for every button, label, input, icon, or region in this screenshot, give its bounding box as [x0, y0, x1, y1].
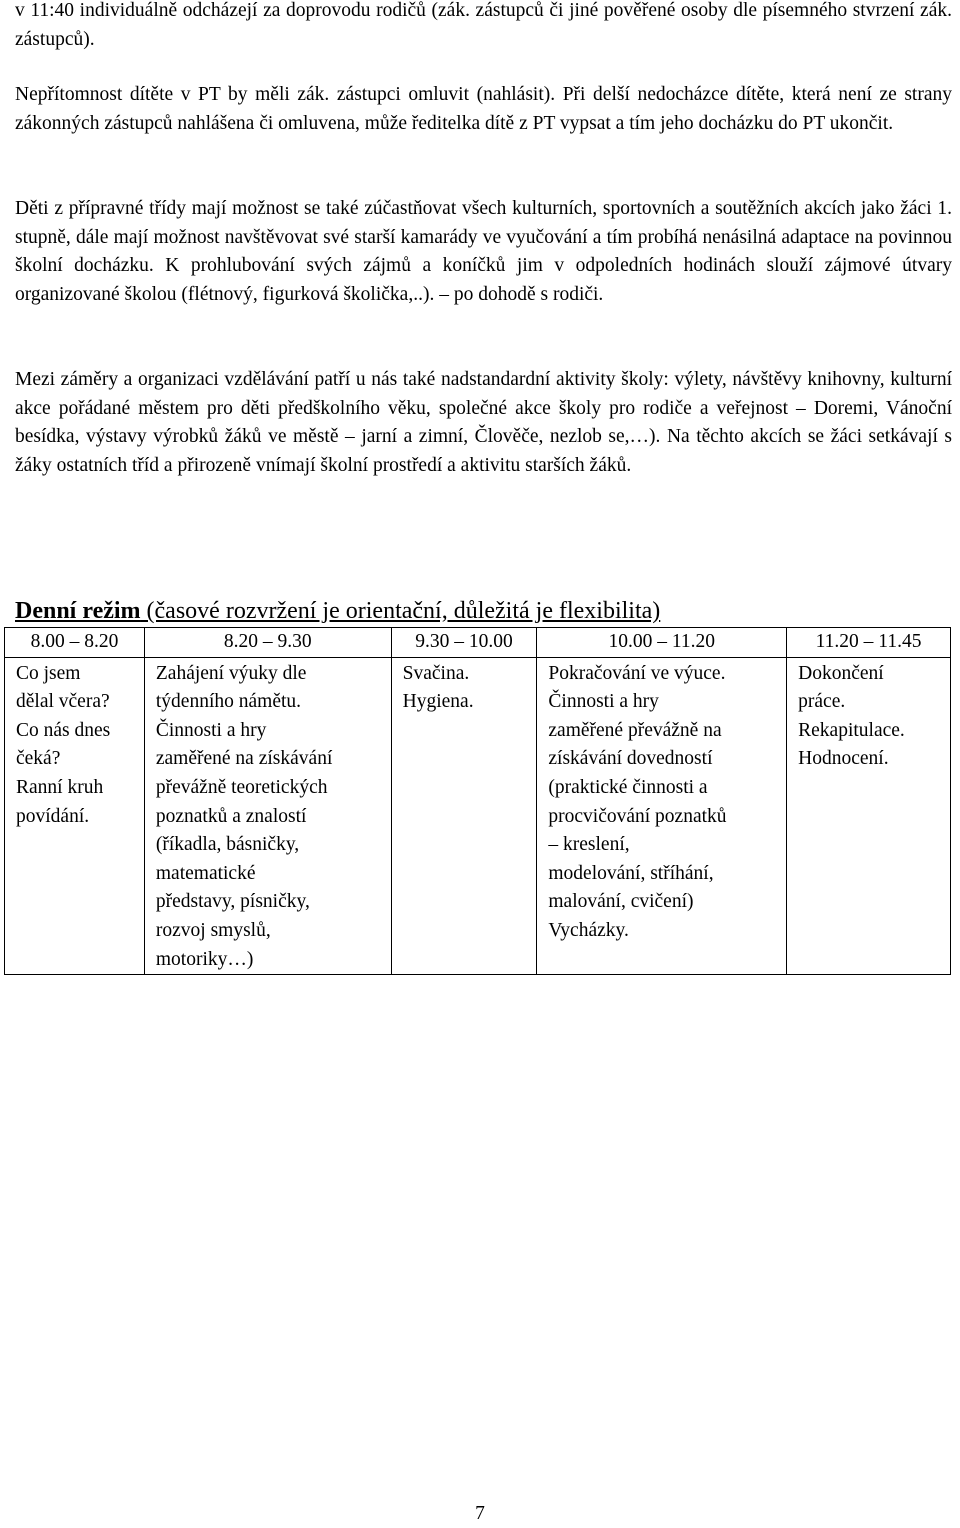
schedule-activity-row	[5, 657, 951, 975]
activity-cell	[5, 657, 145, 975]
activity-line: Vycházky.	[548, 919, 629, 941]
activity-cell	[391, 657, 537, 975]
activity-line: poznatků a znalostí	[155, 805, 307, 827]
activity-line: Svačina.	[402, 662, 470, 684]
activity-line: Co jsem	[16, 662, 81, 684]
time-slot-header: 8.00 – 8.20	[5, 628, 145, 658]
activity-line: (praktické činnosti a	[548, 776, 708, 798]
paragraph-school-events: Mezi záměry a organizaci vzdělávání patří u nás také nadstandardní aktivity školy: výlety, návštěvy knihovny, kulturní akce pořádané městem pro děti předškolního věku, společné akce školy pro rodiče a veřejnost – Doremi, Vánoční besídka, výstavy výrobků žáků ve městě – jarní a zimní, Člověče, nezlob se,…). Na těchto akcích se žáci setkávají s žáky ostatních tříd a přirozeně vnímají školní prostředí a aktivitu starších žáků.	[15, 369, 952, 477]
activity-line: matematické	[155, 862, 256, 884]
paragraph-absence: Nepřítomnost dítěte v PT by měli zák. zástupci omluvit (nahlásit). Při delší nedocházce dítěte, která není ze strany zákonných zástupců nahlášena či omluvena, může ředitelka dítě z PT vypsat a tím jeho docházku do PT ukončit.	[15, 84, 952, 134]
activity-cell	[537, 657, 787, 975]
activity-line: dělal včera?	[16, 691, 110, 713]
schedule-heading-subtitle: (časové rozvržení je orientační, důležitá je flexibilita)	[140, 598, 661, 624]
activity-line: zaměřené na získávání	[155, 748, 333, 770]
activity-line: modelování, stříhání,	[548, 862, 714, 884]
activity-line: zaměřené převážně na	[548, 719, 722, 741]
activity-line: (říkadla, básničky,	[155, 834, 300, 856]
time-slot-header: 9.30 – 10.00	[391, 628, 537, 658]
activity-line: motoriky…)	[155, 948, 254, 970]
activity-line: převážně teoretických	[155, 776, 328, 798]
activity-line: čeká?	[16, 748, 61, 770]
activity-line: představy, písničky,	[155, 891, 310, 913]
activity-cell	[144, 657, 391, 975]
activity-line: rozvoj smyslů,	[155, 919, 271, 941]
schedule-header-row	[5, 628, 951, 658]
paragraph-activities: Děti z přípravné třídy mají možnost se také zúčastňovat všech kulturních, sportovních a soutěžních akcích jako žáci 1. stupně, dále mají možnost navštěvovat své starší kamarády ve vyučování a tím probíhá nenásilná adaptace na povinnou školní docházku. K prohlubování svých zájmů a koníčků jim v odpoledních hodinách slouží zájmové útvary organizované školou (flétnový, figurková školička,..). – po dohodě s rodiči.	[15, 198, 952, 306]
activity-line: Hodnocení.	[798, 748, 889, 770]
activity-line: týdenního námětu.	[155, 691, 302, 713]
activity-line: Pokračování ve výuce.	[548, 662, 726, 684]
schedule-heading-bold: Denní režim	[15, 598, 141, 624]
activity-line: Činnosti a hry	[155, 719, 267, 741]
schedule-heading	[15, 596, 660, 626]
activity-line: Dokončení	[798, 662, 884, 684]
activity-line: práce.	[798, 691, 846, 713]
time-slot-header: 11.20 – 11.45	[787, 628, 951, 658]
schedule-table	[4, 627, 951, 975]
activity-line: – kreslení,	[548, 834, 630, 856]
activity-line: Hygiena.	[402, 691, 474, 713]
activity-line: Zahájení výuky dle	[155, 662, 307, 684]
activity-line: získávání dovedností	[548, 748, 713, 770]
activity-line: povídání.	[16, 805, 90, 827]
time-slot-header: 8.20 – 9.30	[144, 628, 391, 658]
time-slot-header: 10.00 – 11.20	[537, 628, 787, 658]
activity-line: malování, cvičení)	[548, 891, 694, 913]
activity-cell	[787, 657, 951, 975]
activity-line: procvičování poznatků	[548, 805, 727, 827]
activity-line: Co nás dnes	[16, 719, 111, 741]
activity-line: Ranní kruh	[16, 776, 104, 798]
page-number: 7	[475, 1503, 485, 1524]
activity-line: Činnosti a hry	[548, 691, 659, 713]
paragraph-departure: v 11:40 individuálně odcházejí za doprovodu rodičů (zák. zástupců či jiné pověřené osoby dle písemného stvrzení zák. zástupců).	[15, 0, 952, 50]
activity-line: Rekapitulace.	[798, 719, 905, 741]
